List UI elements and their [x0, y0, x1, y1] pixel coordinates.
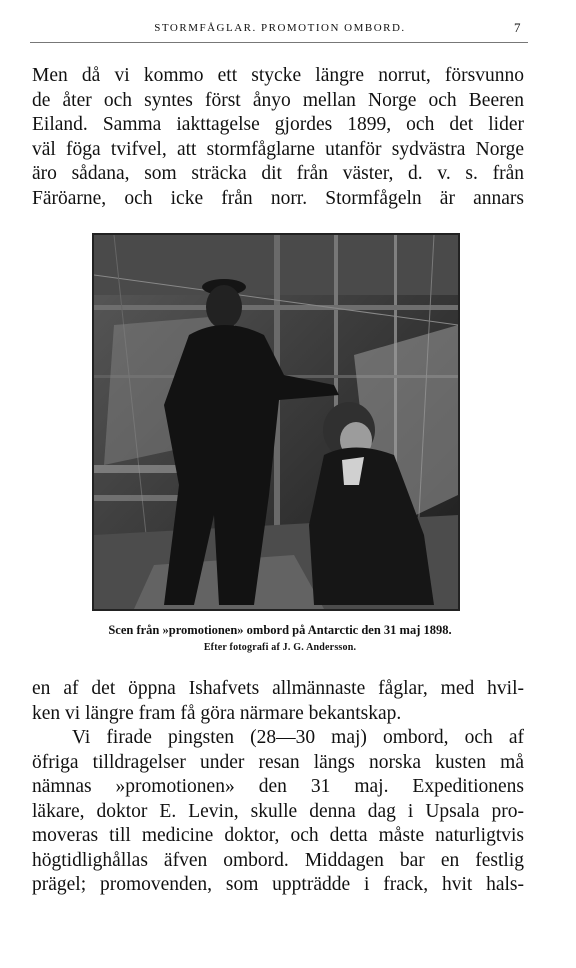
text-line: de åter och syntes först ånyo mellan Norge och Beeren	[32, 89, 524, 111]
text-line: högtidlighållas äfven ombord. Middagen bar en festlig	[32, 849, 524, 871]
text-line: Färöarne, och icke från norr. Stormfågeln är annars	[32, 187, 524, 209]
text-line: Vi firade pingsten (28—30 maj) ombord, och af	[72, 727, 524, 748]
text-line: äro sådana, som sträcka dit från väster, d. v. s. från	[32, 163, 524, 184]
page-number: 7	[514, 20, 521, 35]
text-line: Men då vi kommo ett stycke längre norrut, försvunno	[32, 65, 524, 86]
figure-credit: Efter fotografi af J. G. Andersson.	[203, 642, 357, 653]
text-line: prägel; promovenden, som uppträdde i frack, hvit hals-	[32, 874, 524, 895]
text-line: en af det öppna Ishafvets allmännaste fåglar, med hvil-	[32, 678, 524, 699]
text-line: väl föga tvifvel, att stormfåglarne utanför sydvästra Norge	[32, 138, 524, 160]
header-rule	[30, 42, 528, 43]
photo-scene	[94, 235, 458, 609]
paragraph-bottom	[32, 677, 524, 898]
text-line: moveras till medicine doktor, och detta måste naturligtvis	[32, 825, 524, 846]
text-line: Eiland. Samma iakttagelse gjordes 1899, och det lider	[32, 114, 524, 135]
running-head: STORMFÅGLAR. PROMOTION OMBORD.	[154, 22, 406, 34]
text-line: ken vi längre fram få göra närmare bekantskap.	[32, 702, 402, 724]
text-line: nämnas »promotionen» den 31 maj. Expeditionens	[32, 776, 524, 797]
photograph	[92, 233, 460, 611]
text-line: läkare, doktor E. Levin, skulle denna dag i Upsala pro-	[32, 800, 524, 822]
text-line: öfriga tilldragelser under resan längs norska kusten må	[32, 751, 524, 773]
paragraph-top	[32, 64, 524, 211]
figure-caption: Scen från »promotionen» ombord på Antarctic den 31 maj 1898.	[108, 623, 452, 637]
